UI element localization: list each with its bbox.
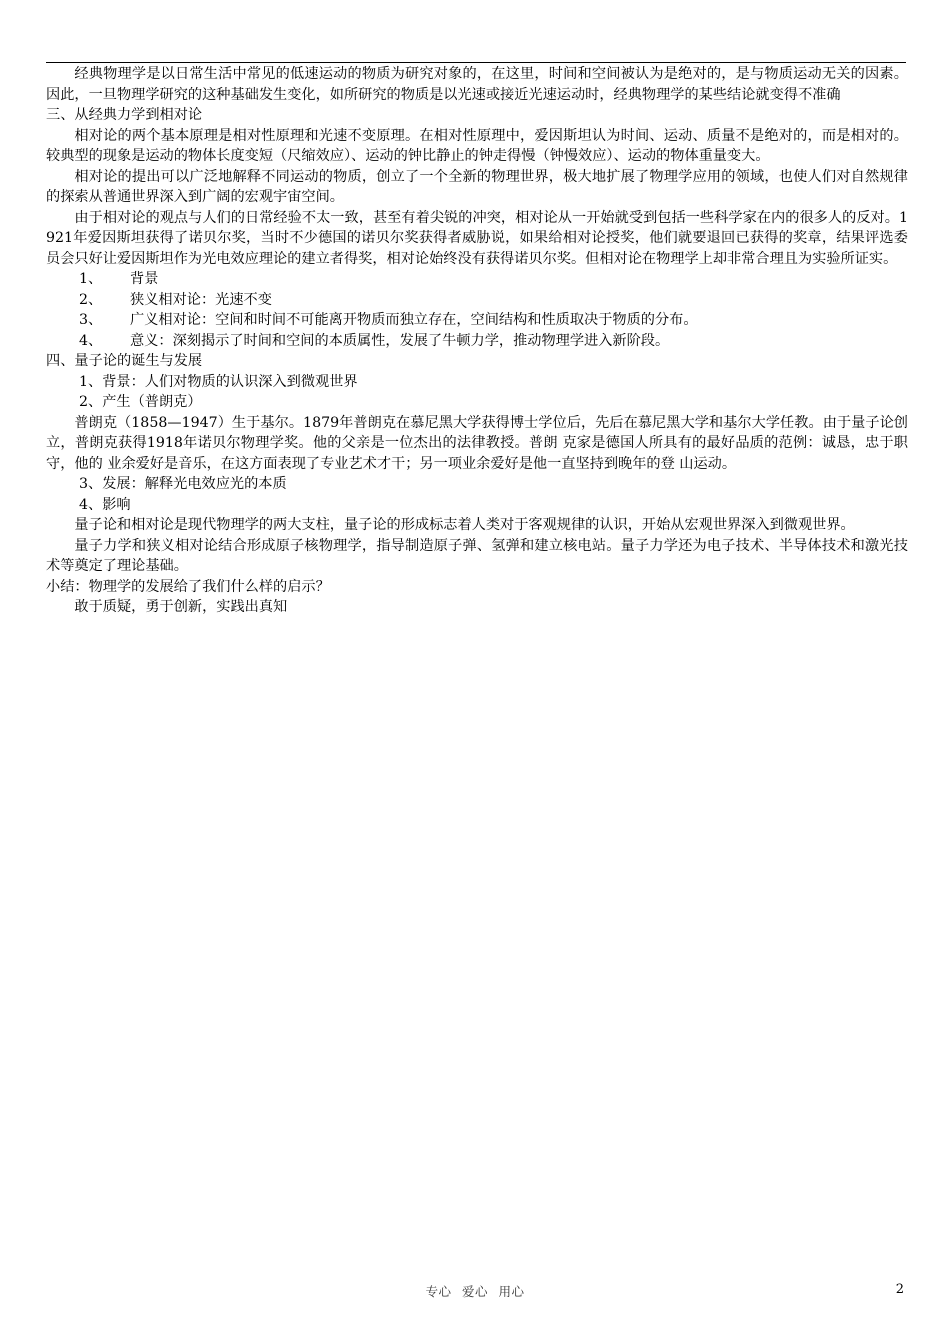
subheading-background: 1、背景：人们对物质的认识深入到微观世界 [79, 373, 358, 390]
list-text: 广义相对论：空间和时间不可能离开物质而独立存在，空间结构和性质取决于物质的分布。 [130, 312, 698, 328]
page-number: 2 [895, 1282, 904, 1297]
list-text: 意义：深刻揭示了时间和空间的本质属性，发展了牛顿力学，推动物理学进入新阶段。 [130, 332, 670, 349]
list-item-special-relativity [46, 290, 908, 311]
list-number: 1、 [79, 271, 103, 287]
list-number: 4、 [79, 332, 103, 349]
section-heading-quantum: 四、量子论的诞生与发展 [46, 353, 203, 369]
paragraph-relativity-principles: 相对论的两个基本原理是相对性原理和光速不变原理。在相对性原理中，爱因斯坦认为时间、运动、质量不是绝对的，而是相对的。较典型的现象是运动的物体长度变短（尺缩效应）、运动的钟比静止的钟走得慢（钟慢效应）、运动的物体重量变大。 [46, 127, 908, 164]
list-item-background [46, 269, 908, 290]
list-number: 3、 [79, 312, 103, 328]
list-item-significance [46, 331, 908, 352]
paragraph-quantum-applications: 量子力学和狭义相对论结合形成原子核物理学，指导制造原子弹、氢弹和建立核电站。量子力学还为电子技术、半导体技术和激光技术等奠定了理论基础。 [46, 537, 908, 574]
subheading-origin: 2、产生（普朗克） [79, 394, 202, 410]
paragraph-relativity-controversy: 由于相对论的观点与人们的日常经验不太一致，甚至有着尖锐的冲突，相对论从一开始就受到包括一些科学家在内的很多人的反对。1921年爱因斯坦获得了诺贝尔奖，当时不少德国的诺贝尔奖获得者威胁说，如果给相对论授奖，他们就要退回已获得的奖章，结果评选委员会只好让爱因斯坦作为光电效应理论的建立者得奖，相对论始终没有获得诺贝尔奖。但相对论在物理学上却非常合理且为实验所证实。 [46, 209, 908, 267]
paragraph-relativity-significance: 相对论的提出可以广泛地解释不同运动的物质，创立了一个全新的物理世界，极大地扩展了物理学应用的领域，也使人们对自然规律的探索从普通世界深入到广阔的宏观宇宙空间。 [46, 168, 908, 205]
section-heading-relativity: 三、从经典力学到相对论 [46, 107, 203, 123]
list-text: 背景 [130, 271, 159, 287]
summary-answer: 敢于质疑，勇于创新，实践出真知 [74, 599, 288, 615]
summary-question: 小结：物理学的发展给了我们什么样的启示？ [46, 578, 330, 595]
header-rule [46, 62, 906, 63]
subheading-influence: 4、影响 [79, 496, 131, 513]
footer-motto: 专心 爱心 用心 [425, 1284, 525, 1299]
paragraph-classical-physics: 经典物理学是以日常生活中常见的低速运动的物质为研究对象的，在这里，时间和空间被认为是绝对的，是与物质运动无关的因素。因此，一旦物理学研究的这种基础发生变化，如所研究的物质是以光速或接近光速运动时，经典物理学的某些结论就变得不准确 [46, 66, 908, 103]
paragraph-quantum-pillars: 量子论和相对论是现代物理学的两大支柱，量子论的形成标志着人类对于客观规律的认识，开始从宏观世界深入到微观世界。 [74, 517, 855, 533]
subheading-development: 3、发展：解释光电效应光的本质 [79, 476, 287, 492]
document-body [46, 64, 908, 618]
list-item-general-relativity [46, 310, 908, 331]
list-text: 狭义相对论：光速不变 [130, 291, 272, 308]
list-number: 2、 [79, 291, 103, 308]
paragraph-planck-biography: 普朗克（1858—1947）生于基尔。1879年普朗克在慕尼黑大学获得博士学位后，先后在慕尼黑大学和基尔大学任教。由于量子论创立，普朗克获得1918年诺贝尔物理学奖。他的父亲是一位杰出的法律教授。普朗 克家是德国人所具有的最好品质的范例：诚恳，忠于职守，他的 业余爱好是音乐，在这方面表现了专业艺术才干；另一项业余爱好是他一直坚持到晚年的登 山运动。 [46, 414, 908, 472]
